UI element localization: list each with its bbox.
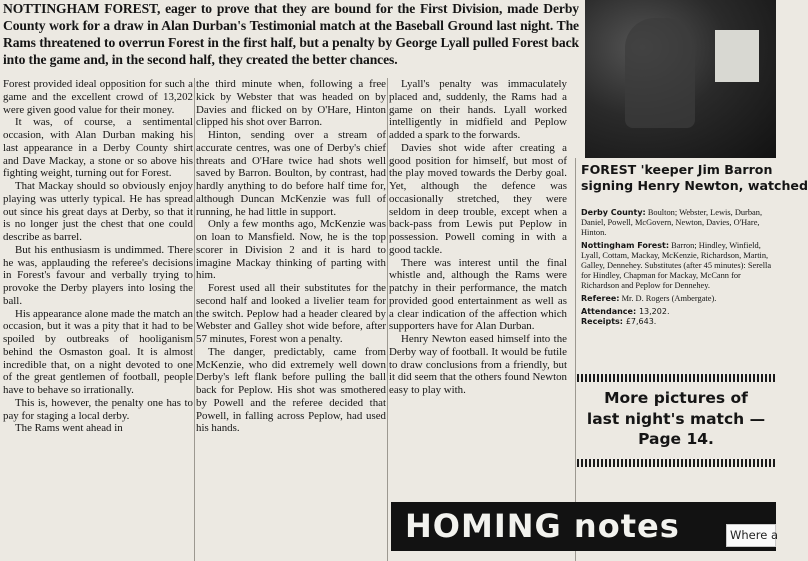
referee-value: Mr. D. Rogers (Ambergate). <box>621 294 717 303</box>
promo-line: last night's match — <box>586 409 766 428</box>
receipts-label: Receipts: <box>581 317 624 326</box>
attendance-label: Attendance: <box>581 307 637 316</box>
photo-highlight-shape <box>715 30 759 82</box>
article-intro <box>3 0 579 68</box>
receipts-value: £7,643. <box>625 317 657 326</box>
col3-paragraph: Henry Newton eased himself into the Derby way of football. It would be futile to draw conclusions from a friendly, but it did seem that the others found Newton easy to play with. <box>389 333 567 396</box>
promo-line: Page 14. <box>638 430 714 448</box>
promo-line: More pictures of <box>604 389 748 407</box>
forest-label: Nottingham Forest: <box>581 241 670 250</box>
more-pictures-promo <box>581 388 771 450</box>
col2-paragraph: Only a few months ago, McKenzie was on loan to Mansfield. Now, he is the top scorer in Division 2 and it is hard to imagine Mackay thinking of parting with him. <box>196 218 386 282</box>
referee-label: Referee: <box>581 294 620 303</box>
col2-paragraph: Hinton, sending over a stream of accurate centres, was one of Derby's chief threats and O'Hare twice had shots well saved by Barron. Boulton, by contrast, had hardly anything to do before half time for, although Duncan McKenzie was full of running, he had little in support. <box>196 129 386 218</box>
viewer-tooltip[interactable] <box>726 524 776 547</box>
attendance-value: 13,202. <box>638 307 670 316</box>
col1-paragraph: His appearance alone made the match an occasion, but it was a pity that it had to be spoiled by outbreaks of hooliganism behind the Osmaston goal. It is almost incredible that, on a night devoted to one of the great gentlemen of football, people have to behave so irrationally. <box>3 307 193 396</box>
col2-paragraph: Forest used all their substitutes for the second half and looked a livelier team for the switch. Peplow had a header cleared by Webster and Galley shot wide before, after 57 minutes, Forest won a penalty. <box>196 282 386 345</box>
hatched-rule <box>577 374 776 382</box>
column-rule <box>387 78 388 561</box>
col3-paragraph: Davies shot wide after creating a good position for himself, but most of the play moved towards the Derby goal. Yet, although the defence was occasionally stretched, they were seldom in deep trouble, except when a back-pass from Lewis put Peplow in possession. Powell coming in with a good tackle. <box>389 141 567 256</box>
photo-caption <box>581 162 808 202</box>
col3-paragraph: Lyall's penalty was immaculately placed and, suddenly, the Rams had a game on their hands. Lyall worked intelligently in midfield and Peplow added a spark to the forwards. <box>389 78 567 141</box>
caption-line: signing Henry Newton, watched <box>581 178 808 193</box>
tooltip-text: Where a <box>730 528 778 542</box>
receipts-line <box>581 317 776 327</box>
col1-paragraph: That Mackay should so obviously enjoy playing was utterly typical. He has spread out since his great days at Derby, so that it is no longer just the chest that one could describe as barrel. <box>3 180 193 243</box>
col1-paragraph: Forest provided ideal opposition for such a game and the excellent crowd of 13,202 were given good value for their money. <box>3 78 193 116</box>
derby-label: Derby County: <box>581 208 646 217</box>
intro-paragraph: NOTTINGHAM FOREST, eager to prove that they are bound for the First Division, made Derby County work for a draw in Alan Durban's Testimonial match at the Baseball Ground last night. The Rams threatened to overrun Forest in the first half, but a penalty by George Lyall pulled Forest back into the game and, in the second half, they created the better chances. <box>3 1 579 67</box>
column-rule <box>575 158 576 561</box>
col1-paragraph: This is, however, the penalty one has to pay for staging a local derby. <box>3 396 193 422</box>
team-lineups <box>581 208 776 363</box>
derby-lineup <box>581 208 776 238</box>
hatched-rule <box>577 459 776 467</box>
referee-line <box>581 294 776 304</box>
column-rule <box>194 78 195 561</box>
col2-paragraph: The danger, predictably, came from McKenzie, who did extremely well down Derby's left flank before pulling the ball back for Peplow. His shot was smothered by Powell and the referee decided that Powell, in falling across Peplow, had used his hands. <box>196 345 386 435</box>
col1-paragraph: But his enthusiasm is undimmed. There he was, applauding the referee's decisions in Forest's favour and verbally trying to provoke the Derby players into losing the ball. <box>3 243 193 307</box>
caption-line: FOREST 'keeper Jim Barron <box>581 162 773 177</box>
banner-text: HOMING notes <box>405 507 680 545</box>
derby-team: Boulton; Webster, Lewis, Durban, Daniel, Powell, McGovern, Newton, Davies, O'Hare, Hinton. <box>581 208 763 237</box>
col3-paragraph: There was interest until the final whistle and, although the Rams were patchy in their performance, the match provided good entertainment as well as a clear indication of the affection which supporters have for Alan Durban. <box>389 256 567 333</box>
article-column-3 <box>389 78 567 561</box>
homing-notes-banner <box>391 502 776 551</box>
col2-paragraph: the third minute when, following a free kick by Webster that was headed on by Davies and flicked on by O'Hare, Hinton clipped his shot over Barron. <box>196 78 386 129</box>
forest-lineup <box>581 241 776 291</box>
col1-paragraph: The Rams went ahead in <box>15 422 123 435</box>
article-column-2 <box>196 78 386 561</box>
photo-figure-shape <box>625 18 695 128</box>
attendance-line <box>581 307 776 317</box>
match-photo <box>585 0 776 158</box>
col1-paragraph: It was, of course, a sentimental occasion, with Alan Durban making his last appearance in a Derby County shirt and Dave Mackay, a stone or so above his fighting weight, turning out for Forest. <box>3 116 193 180</box>
forest-team: Barron; Hindley, Winfield, Lyall, Cottam, Mackay, McKenzie, Richardson, Martin, Galley, Dennehey. Substitutes (after 45 minutes): Serella for Hindley, Chapman for Mackay, McCann for Richardson and Peplow for Dennehey. <box>581 241 772 290</box>
article-column-1 <box>3 78 193 561</box>
